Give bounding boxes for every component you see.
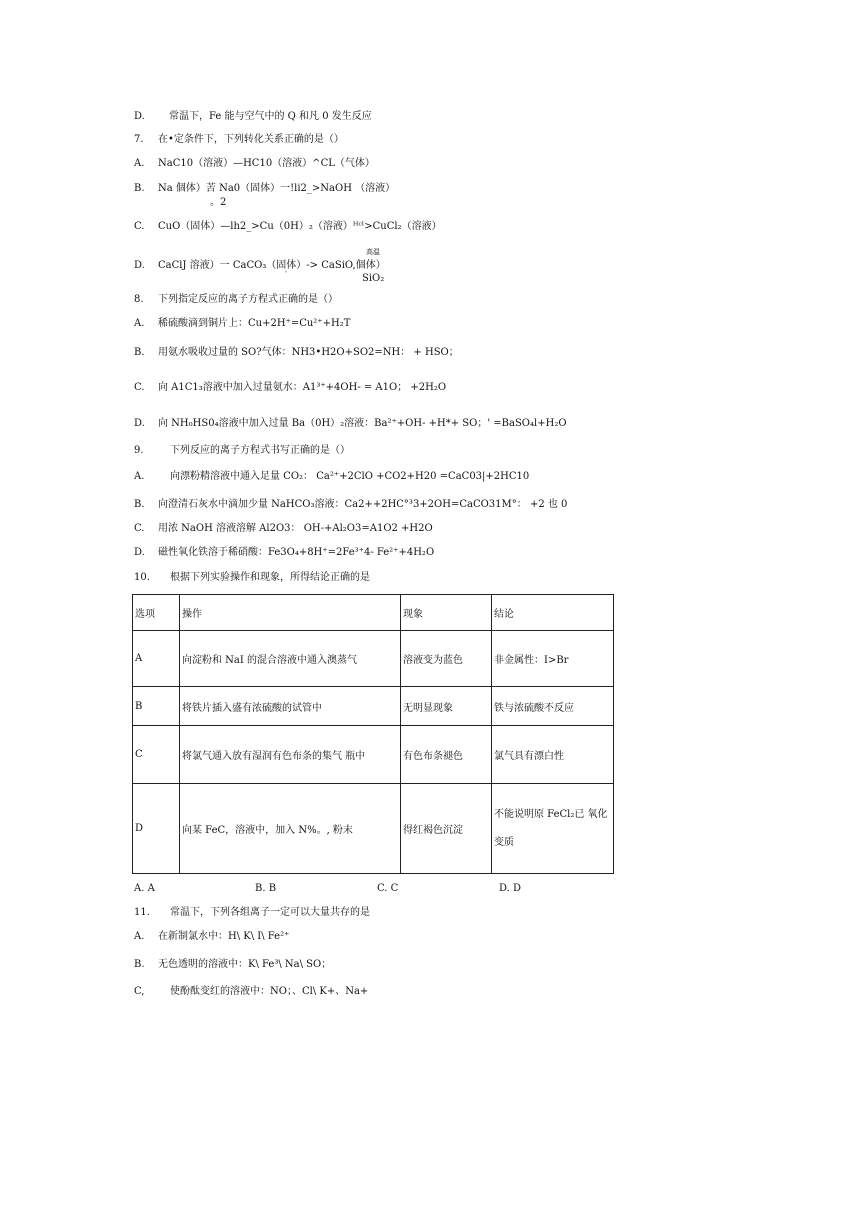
question-stem: 下列反应的离子方程式书写正确的是（） — [170, 445, 350, 456]
table-cell: 非金属性：I>Br — [492, 631, 614, 687]
table-cell: 不能说明原 FeCl₂已 氧化 变质 — [492, 784, 614, 874]
option-label: A. — [134, 931, 145, 942]
reaction-condition: 。2 — [210, 197, 227, 208]
option-label: A. — [134, 471, 145, 482]
option-text: 向澄清石灰水中滴加少量 NaHCO₃溶液：Ca2++2HC°³3+2OH=CaCO31M°： +2 也 0 — [158, 499, 568, 510]
question-number: 7. — [134, 134, 144, 145]
table-row — [133, 631, 614, 687]
option-text: 常温下，Fe 能与空气中的 Q 和凡 0 发生反应 — [169, 111, 372, 122]
table-cell: 向淀粉和 NaI 的混合溶液中通入澳蒸气 — [180, 631, 401, 687]
option-text: CuO（固体）—lh2_>Cu（0H）₂（溶液）ᴴᶜˡ>CuCl₂（溶液） — [158, 221, 442, 232]
table-cell: D — [133, 784, 180, 874]
option-label: D. — [134, 260, 145, 271]
experiment-table — [132, 594, 614, 874]
reaction-condition: SiO₂ — [362, 273, 385, 284]
option-text: 向 A1C1₃溶液中加入过量氨水：A1³⁺+4OH- = A1O； +2H₂O — [158, 382, 447, 393]
option-label: B. — [134, 347, 145, 358]
question-number: 9. — [134, 445, 144, 456]
answer-choice: A. A — [134, 883, 155, 894]
table-cell: 将铁片插入盛有浓硫酸的试管中 — [180, 687, 401, 726]
answer-choice: B. B — [255, 883, 277, 894]
option-label: C. — [134, 523, 145, 534]
table-header-cell: 选项 — [133, 595, 180, 631]
table-header-row — [133, 595, 614, 631]
option-text: 无色透明的溶液中：K\ Fe³\ Na\ SO； — [158, 959, 332, 970]
table-cell: A — [133, 631, 180, 687]
question-stem: 根据下列实验操作和现象，所得结论正确的是 — [170, 572, 370, 583]
question-number: 8. — [134, 294, 144, 305]
table-cell: 无明显现象 — [401, 687, 492, 726]
table-header-cell: 现象 — [401, 595, 492, 631]
table-cell: C — [133, 726, 180, 784]
question-number: 10. — [134, 572, 150, 583]
option-text: 用氨水吸收过量的 SO?气体：NH3•H2O+SO2=NH： + HSO； — [158, 347, 459, 358]
option-label: B. — [134, 183, 145, 194]
table-cell: 铁与浓硫酸不反应 — [492, 687, 614, 726]
table-header-cell: 结论 — [492, 595, 614, 631]
table-row — [133, 726, 614, 784]
option-label: B. — [134, 499, 145, 510]
question-stem: 下列指定反应的离子方程式正确的是（） — [158, 294, 338, 305]
option-label: D. — [134, 547, 145, 558]
answer-choice: D. D — [499, 883, 522, 894]
option-text: 向漂粉精溶液中通入足量 CO₂： Ca²⁺+2ClO +CO2+H20 =CaC03|+2HC10 — [170, 471, 530, 482]
table-row — [133, 784, 614, 874]
option-label: C. — [134, 221, 145, 232]
option-text: 向 NH₀HS0₄溶液中加入过量 Ba（0H）₂溶液：Ba²⁺+OH- +H*+ SO；' =BaSO₄l+H₂O — [158, 418, 567, 429]
option-label: C. — [134, 382, 145, 393]
table-cell: 溶液变为蓝色 — [401, 631, 492, 687]
option-label: D. — [134, 418, 145, 429]
option-label: D. — [134, 111, 145, 122]
reaction-condition: 高温 — [366, 248, 380, 256]
option-label: B. — [134, 959, 145, 970]
option-text: 稀硫酸滴到铜片上：Cu+2H⁺=Cu²⁺+H₂T — [158, 318, 351, 329]
option-text: 用浓 NaOH 溶液溶解 Al2O3： OH-+Al₂O3=A1O2 +H2O — [158, 523, 433, 534]
option-text: 在新制氯水中：H\ K\ I\ Fe²⁺ — [158, 931, 290, 942]
option-text: 使酚酞变红的溶液中：NO；、Cl\ K+、Na+ — [170, 986, 369, 997]
table-cell: 氯气具有漂白性 — [492, 726, 614, 784]
option-text: Na 個体）苦 Na0（固体）一!li2_>NaOH （溶液） — [158, 183, 396, 194]
answer-choice: C. C — [377, 883, 399, 894]
option-text: CaClJ 溶液）一 CaCO₃（固体）-> CaSiO,個体） — [158, 260, 386, 271]
table-cell: 向某 FeC，溶液中，加入 N%。, 粉末 — [180, 784, 401, 874]
table-cell: 有色布条褪色 — [401, 726, 492, 784]
table-row — [133, 687, 614, 726]
reaction-mark: ' — [285, 270, 287, 278]
table-cell: 将氯气通入放有湿润有色布条的集气 瓶中 — [180, 726, 401, 784]
option-label: A. — [134, 158, 145, 169]
option-text: NaC10（溶液）—HC10（溶液）^CL（气体） — [158, 158, 375, 169]
question-stem: 常温下，下列各组离子一定可以大量共存的是 — [170, 907, 370, 918]
option-label: C, — [134, 986, 145, 997]
table-header-cell: 操作 — [180, 595, 401, 631]
question-stem: 在•定条件下，下列转化关系正确的是（） — [158, 134, 344, 145]
option-text: 磁性氧化铁溶于稀硝酸：Fe3O₄+8H⁺=2Fe³⁺4- Fe²⁺+4H₂O — [158, 547, 435, 558]
question-number: 11. — [134, 907, 150, 918]
table-cell: 得红褐色沉淀 — [401, 784, 492, 874]
table-cell: B — [133, 687, 180, 726]
option-label: A. — [134, 318, 145, 329]
